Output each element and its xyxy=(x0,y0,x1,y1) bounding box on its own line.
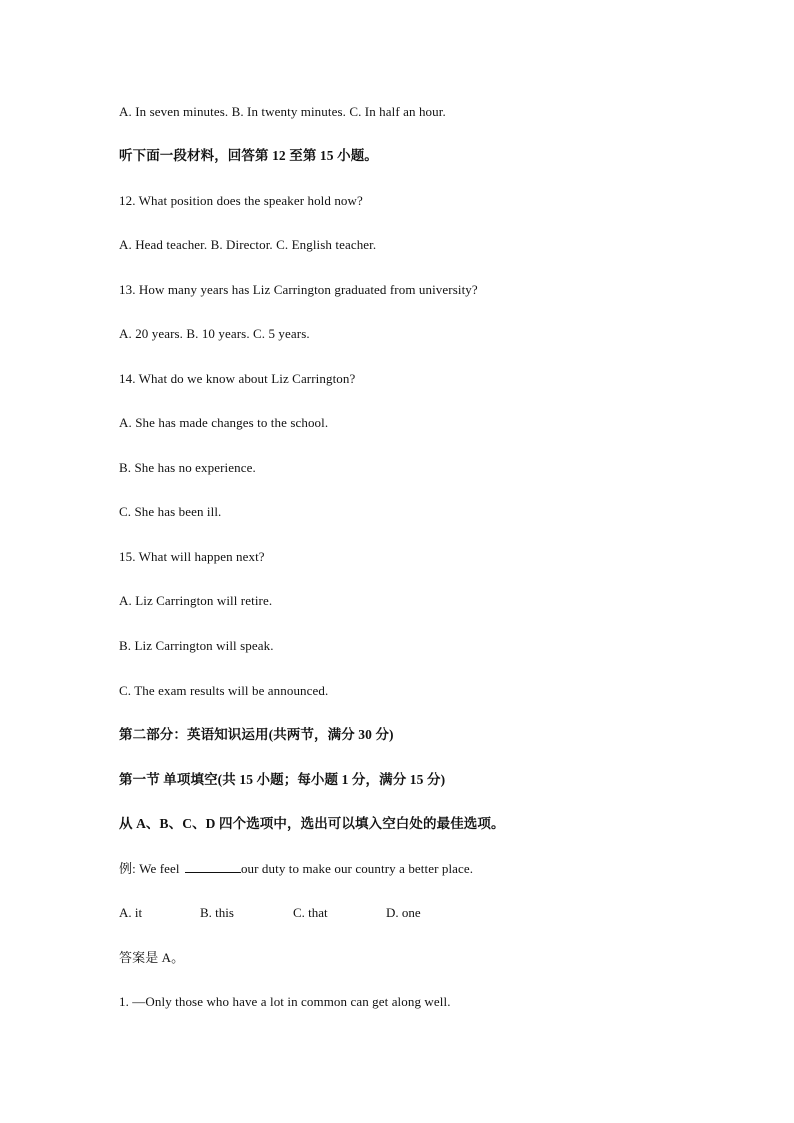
example-answer: 答案是 A。 xyxy=(119,950,185,965)
instruction-text: 从 A、B、C、D 四个选项中，选出可以填入空白处的最佳选项。 xyxy=(119,816,505,831)
answer-blank xyxy=(185,861,241,873)
question-14-option-a: A. She has made changes to the school. xyxy=(119,415,329,430)
example-option-d: D. one xyxy=(386,905,421,920)
question-15: 15. What will happen next? xyxy=(119,549,265,564)
example-sentence xyxy=(119,861,473,877)
question-14-option-c: C. She has been ill. xyxy=(119,504,222,519)
example-suffix: our duty to make our country a better place. xyxy=(240,861,474,876)
question-14: 14. What do we know about Liz Carrington? xyxy=(119,371,356,386)
question-15-option-b: B. Liz Carrington will speak. xyxy=(119,638,274,653)
question-15-option-c: C. The exam results will be announced. xyxy=(119,683,329,698)
example-prefix: 例: We feel xyxy=(119,861,183,876)
question-12-options: A. Head teacher. B. Director. C. English teacher. xyxy=(119,237,377,252)
example-option-c: C. that xyxy=(293,905,328,920)
part-two-heading: 第二部分：英语知识运用(共两节，满分 30 分) xyxy=(119,727,394,742)
section-one-heading: 第一节 单项填空(共 15 小题；每小题 1 分，满分 15 分) xyxy=(119,772,446,787)
question-14-option-b: B. She has no experience. xyxy=(119,460,256,475)
question-13: 13. How many years has Liz Carrington graduated from university? xyxy=(119,282,478,297)
question-1: 1. —Only those who have a lot in common can get along well. xyxy=(119,994,451,1009)
question-12: 12. What position does the speaker hold now? xyxy=(119,193,363,208)
q11-options: A. In seven minutes. B. In twenty minutes. C. In half an hour. xyxy=(119,104,446,119)
question-13-options: A. 20 years. B. 10 years. C. 5 years. xyxy=(119,326,310,341)
question-15-option-a: A. Liz Carrington will retire. xyxy=(119,593,273,608)
example-option-b: B. this xyxy=(200,905,234,920)
section-heading-12-15: 听下面一段材料，回答第 12 至第 15 小题。 xyxy=(119,148,378,163)
example-option-a: A. it xyxy=(119,905,143,920)
